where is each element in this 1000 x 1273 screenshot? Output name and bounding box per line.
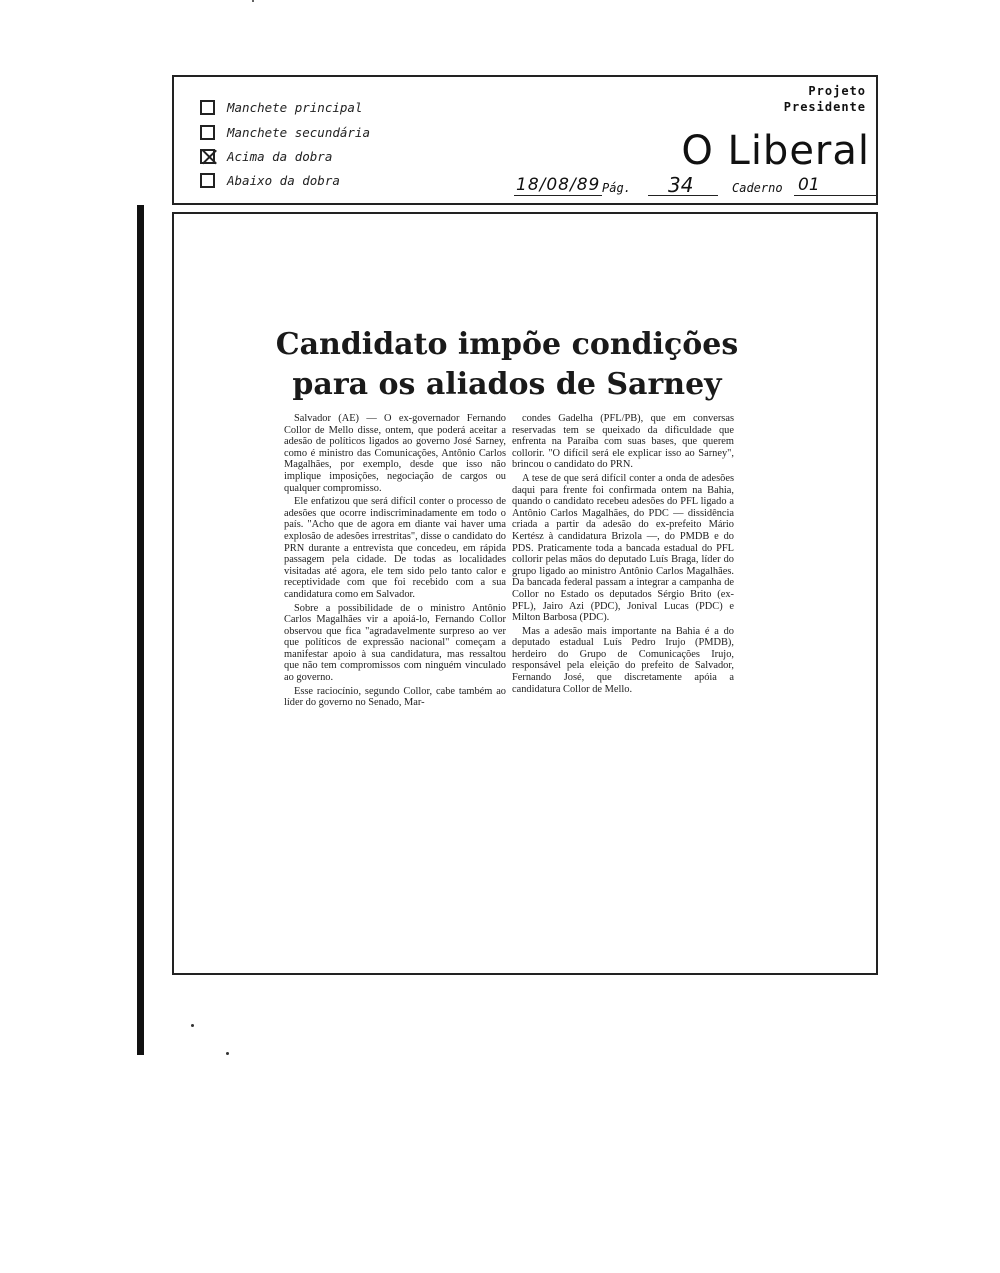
project-line-2: Presidente [783, 100, 866, 114]
newspaper-clipping [272, 325, 742, 765]
section-number: 01 [798, 175, 820, 195]
project-label [784, 83, 866, 115]
paragraph: A tese de que será difícil conter a onda de adesões daqui para frente foi confirmada ontem na Bahia, quando o candidato recebeu adesões do PFL ligado a Antônio Carlos Magalhães, do PDC — dissidência criada a partir da adesão do ex-prefeito Mário Kertész à candidatura Brizola —, do PMDB e do PDS. Praticamente toda a bancada estadual do PFL collorir pelas mãos do deputado Luís Braga, líder do grupo ligado ao ministro Antônio Carlos Magalhães. Da bancada federal passam a integrar a campanha de Collor no Estado os deputados Sérgio Brito (ex-PFL), Jairo Azi (PDC), Jonival Lucas (PDC) e Milton Barbosa (PDC). [512, 472, 734, 624]
project-line-1: Projeto [808, 84, 866, 98]
checkbox[interactable] [200, 173, 215, 188]
paragraph: condes Gadelha (PFL/PB), que em conversas reservadas tem se queixado da dificuldade que enfrenta na Paraíba com suas bases, que querem collorir. "O difícil será ele explicar isso ao Sarney", brincou o candidato do PRN. [512, 413, 734, 471]
option-label: Manchete principal [227, 99, 363, 115]
option-label: Acima da dobra [227, 148, 333, 164]
scan-speck [191, 1024, 194, 1027]
paragraph: Esse raciocínio, segundo Collor, cabe também ao líder do governo no Senado, Mar- [284, 685, 506, 709]
paragraph: Salvador (AE) — O ex-governador Fernando Collor de Mello disse, ontem, que poderá aceitar a adesão de políticos ligados ao governo José Sarney, como é ministro das Comunicações, Antônio Carlos Magalhães, por exemplo, desde que isso não implique imposições, negociação de cargos ou qualquer compromisso. [284, 413, 506, 494]
scan-edge-bar [137, 205, 144, 1055]
option-manchete-principal[interactable] [200, 97, 362, 117]
headline-line-2: para os aliados de Sarney [292, 367, 722, 402]
headline-line-1: Candidato impõe condições [275, 327, 739, 362]
option-label: Abaixo da dobra [227, 172, 340, 188]
page-number: 34 [668, 173, 694, 197]
paragraph: Ele enfatizou que será difícil conter o processo de adesões que ocorre indiscriminadamente em todo o país. "Acho que de agora em diante vai haver uma explosão de adesões irrestritas", disse o candidato do PRN durante a entrevista que concedeu, em rápida passagem pela cidade. De todas as localidades visitadas até agora, ele tem sido pelo tanto calor e receptividade com que foi recebido com a sua candidatura como em Salvador. [284, 496, 506, 600]
option-label: Manchete secundária [227, 124, 370, 140]
option-acima-da-dobra[interactable] [200, 146, 332, 166]
option-manchete-secundaria[interactable] [200, 122, 370, 142]
page-label: Pág. [602, 181, 631, 195]
article-column-left [284, 413, 506, 711]
scan-speck [226, 1052, 229, 1055]
clipping-date: 18/08/89 [516, 175, 601, 195]
paragraph: Sobre a possibilidade de o ministro Antônio Carlos Magalhães vir a apoiá-lo, Fernando Collor observou que fica "agradavelmente surpreso ao ver que políticos de expressão nacional" começam a manifestar apoio à sua candidatura, mas ressaltou que não tem compromissos com ninguém vinculado ao governo. [284, 602, 506, 684]
paragraph: Mas a adesão mais importante na Bahia é a do deputado estadual Luís Pedro Irujo (PMDB), herdeiro do Grupo de Comunicações Irujo, responsável pela eleição do prefeito de Salvador, Fernando José, que discretamente apóia a candidatura Collor de Mello. [512, 625, 734, 695]
clipping-form-header [172, 75, 878, 205]
checkbox[interactable] [200, 125, 215, 140]
scan-speck [252, 0, 254, 2]
checkbox[interactable] [200, 100, 215, 115]
section-label: Caderno [732, 181, 783, 195]
article-headline [272, 325, 742, 405]
option-abaixo-da-dobra[interactable] [200, 170, 340, 190]
clipping-meta [514, 175, 874, 199]
checkbox-checked[interactable] [200, 149, 215, 164]
newspaper-name: O Liberal [681, 128, 870, 174]
section-underline [794, 195, 878, 196]
article-column-right [512, 413, 734, 697]
